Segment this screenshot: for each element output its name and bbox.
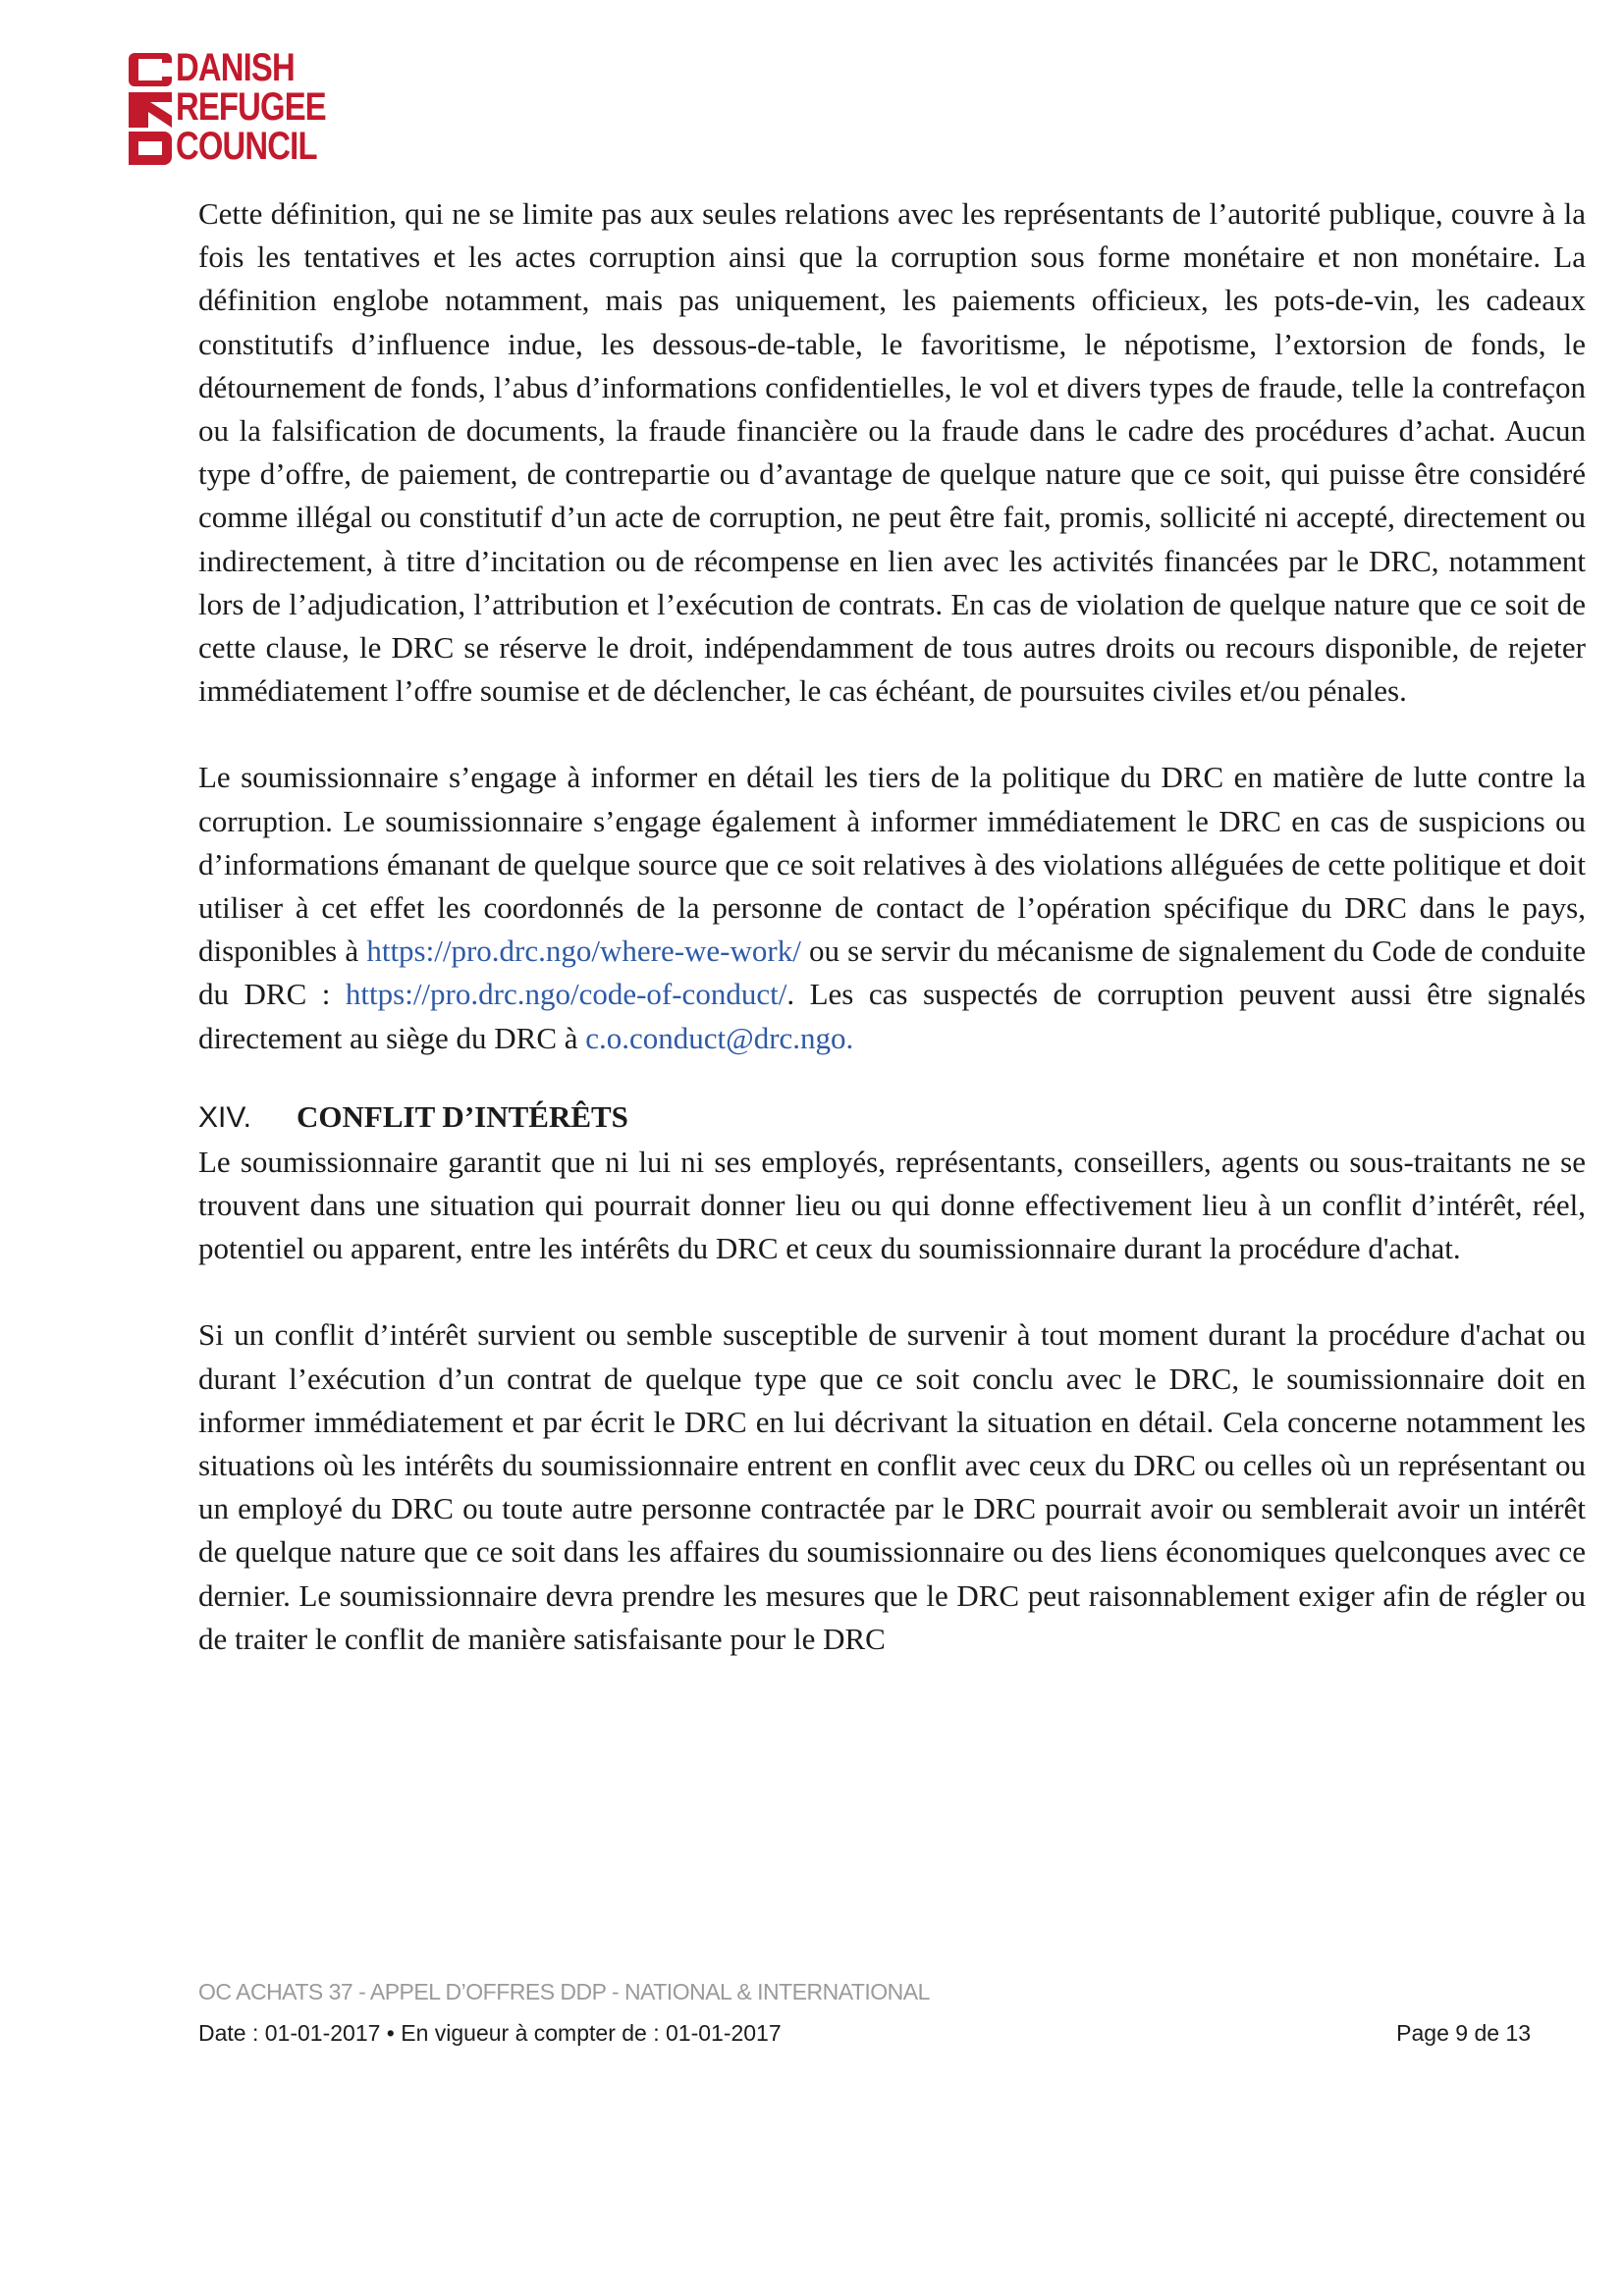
footer-page-number: Page 9 de 13 (1396, 2020, 1531, 2046)
where-we-work-link[interactable]: https://pro.drc.ngo/where-we-work/ (366, 934, 801, 969)
document-body (198, 192, 1586, 1661)
section-number: XIV. (198, 1100, 251, 1134)
logo-text-council: COUNCIL (176, 125, 317, 168)
code-of-conduct-link[interactable]: https://pro.drc.ngo/code-of-conduct/ (345, 977, 787, 1012)
logo-text-danish: DANISH (176, 46, 295, 89)
paragraph-conflict-notification: Si un conflit d’intérêt survient ou semble susceptible de survenir à tout moment durant la procédure d'achat ou durant l’exécution d’un contrat de quelque type que ce soit conclu avec le DRC, le soumissionnaire doit en informer immédiatement et par écrit le DRC en lui décrivant la situation en détail. Cela concerne notamment les situations où les intérêts du soumissionnaire entrent en conflit avec ceux du DRC ou celles où un représentant ou un employé du DRC ou toute autre personne contractée par le DRC pourrait avoir ou semblerait avoir un intérêt de quelque nature que ce soit dans les affaires du soumissionnaire ou des liens économiques quelconques avec ce dernier. Le soumissionnaire devra prendre les mesures que le DRC peut raisonnablement exiger afin de régler ou de traiter le conflit de manière satisfaisante pour le DRC (198, 1317, 1586, 1656)
paragraph-reporting-text-2: ou se servir du mécanisme de signalement du Code de conduite du DRC : (198, 934, 1586, 1012)
paragraph-gap (198, 1270, 1586, 1313)
logo-text-refugee: REFUGEE (176, 85, 326, 129)
section-title: CONFLIT D’INTÉRÊTS (297, 1098, 628, 1134)
footer-row (198, 2018, 1531, 2048)
paragraph-corruption-definition: Cette définition, qui ne se limite pas aux seules relations avec les représentants de l’autorité publique, couvre à la fois les tentatives et les actes corruption ainsi que la corruption sous forme monétaire et non monétaire. La définition englobe notamment, mais pas uniquement, les paiements officieux, les pots-de-vin, les cadeaux constitutifs d’influence indue, les dessous-de-table, le favoritisme, le népotisme, l’extorsion de fonds, le détournement de fonds, l’abus d’informations confidentielles, le vol et divers types de fraude, telle la contrefaçon ou la falsification de documents, la fraude financière ou la fraude dans le cadre des procédures d’achat. Aucun type d’offre, de paiement, de contrepartie ou d’avantage de quelque nature que ce soit, qui puisse être considéré comme illégal ou constitutif d’un acte de corruption, ne peut être fait, promis, sollicité ni accepté, directement ou indirectement, à titre d’incitation ou de récompense en lien avec les activités financées par le DRC, notamment lors de l’adjudication, l’attribution et l’exécution de contrats. En cas de violation de quelque nature que ce soit de cette clause, le DRC se réserve le droit, indépendamment de tous autres droits ou recours disponible, de rejeter immédiatement l’offre soumise et de déclencher, le cas échéant, de poursuites civiles et/ou pénales. (198, 196, 1586, 709)
paragraph-gap (198, 713, 1586, 756)
paragraph-conflict-guarantee: Le soumissionnaire garantit que ni lui ni ses employés, représentants, conseillers, agents ou sous-traitants ne se trouvent dans une situation qui pourrait donner lieu ou qui donne effectivement lieu à un conflit d’intérêt, réel, potentiel ou apparent, entre les intérêts du DRC et ceux du soumissionnaire durant la procédure d'achat. (198, 1144, 1586, 1266)
page-footer (198, 1977, 1531, 2048)
paragraph-reporting (198, 756, 1586, 1059)
drc-logo-mark (129, 49, 172, 165)
drc-logo (129, 46, 335, 168)
paragraph-reporting-text-3: . Les cas suspectés de corruption peuvent aussi être signalés directement au siège du DRC à (198, 977, 1586, 1055)
footer-date: Date : 01-01-2017 • En vigueur à compter de : 01-01-2017 (198, 2020, 782, 2046)
paragraph-reporting-text-1: Le soumissionnaire s’engage à informer en détail les tiers de la politique du DRC en matière de lutte contre la corruption. Le soumissionnaire s’engage également à informer immédiatement le DRC en cas de suspicions ou d’informations émanant de quelque source que ce soit relatives à des violations alléguées de cette politique et doit utiliser à cet effet les coordonnés de la personne de contact de l’opération spécifique du DRC dans le pays, disponibles à (198, 760, 1586, 969)
footer-document-reference: OC ACHATS 37 - APPEL D’OFFRES DDP - NATIONAL & INTERNATIONAL (198, 1979, 930, 2004)
section-heading (198, 1095, 1586, 1141)
conduct-email-link[interactable]: c.o.conduct@drc.ngo. (585, 1020, 854, 1055)
